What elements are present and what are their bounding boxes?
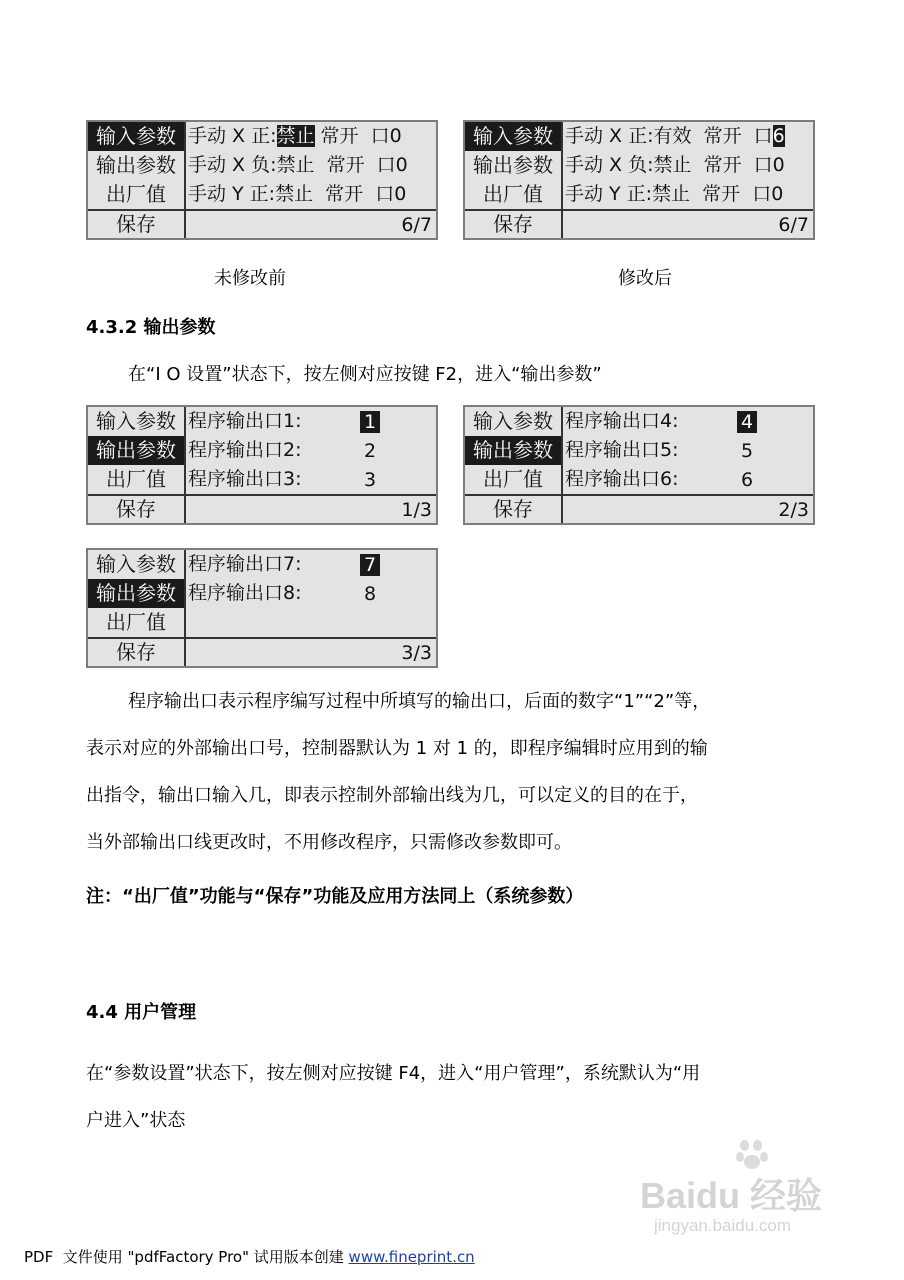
lcd-divider [184, 209, 436, 211]
lcd-panel-after [463, 120, 815, 240]
body-line-1: 程序输出口表示程序编写过程中所填写的输出口，后面的数字“1”“2”等， [128, 691, 711, 712]
menu-input-params: 输入参数 [473, 409, 553, 433]
lcd-panel-output-2 [463, 405, 815, 525]
intro-44-line-1: 在“参数设置”状态下，按左侧对应按键 F4，进入“用户管理”，系统默认为“用 [86, 1063, 701, 1084]
watermark-url: jingyan.baidu.com [654, 1216, 792, 1235]
output-label: 程序输出口3: [188, 468, 302, 490]
body-line-4: 当外部输出口线更改时，不用修改程序，只需修改参数即可。 [86, 832, 572, 853]
row-tail: 常开 口0 [314, 125, 402, 147]
body-line-3: 出指令，输出口输入几，即表示控制外部输出线为几，可以定义的目的在于， [86, 785, 698, 806]
lcd-row: 手动 X 负:禁止 常开 口0 [188, 154, 408, 176]
menu-save: 保存 [88, 209, 184, 238]
menu-factory-values: 出厂值 [106, 182, 166, 206]
menu-save: 保存 [465, 209, 561, 238]
output-label: 程序输出口8: [188, 582, 302, 604]
menu-output-params: 输出参数 [465, 436, 561, 465]
output-value: 2 [363, 440, 377, 462]
lcd-divider [184, 494, 436, 496]
menu-factory-values: 出厂值 [483, 182, 543, 206]
paw-icon [736, 1140, 770, 1170]
output-value: 3 [363, 469, 377, 491]
menu-save: 保存 [465, 494, 561, 523]
page-indicator: 6/7 [778, 214, 809, 236]
intro-44-line-2: 户进入”状态 [86, 1110, 186, 1131]
menu-input-params: 输入参数 [96, 552, 176, 576]
lcd-divider [184, 637, 436, 639]
menu-input-params: 输入参数 [465, 122, 561, 151]
caption-before: 未修改前 [214, 268, 286, 289]
output-value: 8 [363, 583, 377, 605]
lcd-row [188, 122, 402, 151]
menu-output-params: 输出参数 [96, 153, 176, 177]
lcd-panel-output-1 [86, 405, 438, 525]
output-label: 程序输出口4: [565, 410, 679, 432]
intro-paragraph: 在“I O 设置”状态下，按左侧对应按键 F2，进入“输出参数” [128, 364, 602, 385]
pdf-footer [24, 1246, 475, 1267]
port-highlight: 6 [772, 125, 785, 147]
lcd-divider [561, 494, 813, 496]
menu-output-params: 输出参数 [473, 153, 553, 177]
page-indicator: 6/7 [401, 214, 432, 236]
page-indicator: 1/3 [401, 499, 432, 521]
page-indicator: 3/3 [401, 642, 432, 664]
menu-factory-values: 出厂值 [106, 610, 166, 634]
output-label: 程序输出口1: [188, 410, 302, 432]
lcd-panel-before [86, 120, 438, 240]
note: 注：“出厂值”功能与“保存”功能及应用方法同上（系统参数） [86, 886, 584, 907]
lcd-row: 手动 Y 正:禁止 常开 口0 [188, 183, 407, 205]
output-value-selected: 1 [360, 411, 380, 433]
watermark-brand: Baidu 经验 [640, 1175, 823, 1216]
body-line-2: 表示对应的外部输出口号，控制器默认为 1 对 1 的，即程序编辑时应用到的输 [86, 738, 708, 759]
lcd-row [565, 122, 785, 151]
caption-after: 修改后 [618, 268, 672, 289]
output-value: 5 [740, 440, 754, 462]
menu-factory-values: 出厂值 [106, 467, 166, 491]
baidu-watermark [640, 1140, 880, 1240]
state-highlight: 禁止 [276, 125, 315, 147]
footer-text: PDF 文件使用 "pdfFactory Pro" 试用版本创建 [24, 1248, 349, 1266]
section-heading-4-4: 4.4 用户管理 [86, 1002, 197, 1023]
section-heading-4-3-2: 4.3.2 输出参数 [86, 317, 216, 338]
output-value-selected: 4 [737, 411, 757, 433]
output-value: 6 [740, 469, 754, 491]
row-prefix: 手动 X 正: [188, 125, 277, 147]
menu-output-params: 输出参数 [88, 579, 184, 608]
lcd-panel-output-3 [86, 548, 438, 668]
menu-save: 保存 [88, 637, 184, 666]
output-label: 程序输出口6: [565, 468, 679, 490]
lcd-row: 手动 Y 正:禁止 常开 口0 [565, 183, 784, 205]
menu-output-params: 输出参数 [88, 436, 184, 465]
menu-input-params: 输入参数 [96, 409, 176, 433]
page-indicator: 2/3 [778, 499, 809, 521]
lcd-row: 手动 X 负:禁止 常开 口0 [565, 154, 785, 176]
menu-factory-values: 出厂值 [483, 467, 543, 491]
menu-input-params: 输入参数 [88, 122, 184, 151]
output-label: 程序输出口7: [188, 553, 302, 575]
output-label: 程序输出口2: [188, 439, 302, 461]
output-value-selected: 7 [360, 554, 380, 576]
footer-link[interactable]: www.fineprint.cn [348, 1248, 475, 1266]
menu-save: 保存 [88, 494, 184, 523]
lcd-divider [561, 209, 813, 211]
row-prefix: 手动 X 正:有效 常开 口 [565, 125, 773, 147]
output-label: 程序输出口5: [565, 439, 679, 461]
